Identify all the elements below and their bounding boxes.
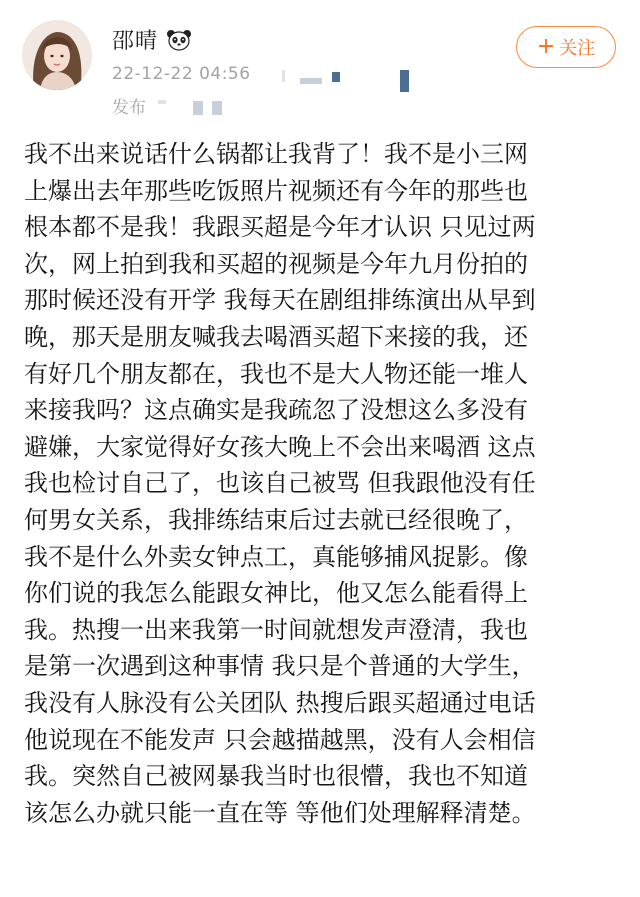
post-line: 我没有人脉没有公关团队 热搜后跟买超通过电话 [24,688,536,717]
redaction-mark [282,70,285,82]
post-body [24,136,624,831]
post-line: 晚，那天是朋友喊我去喝酒买超下来接的我，还 [24,322,528,351]
post-line: 我。热搜一出来我第一时间就想发声澄清，我也 [24,615,528,644]
post-line: 我不是什么外卖女钟点工，真能够捕风捉影。像 [24,542,528,571]
post-line: 你们说的我怎么能跟女神比，他又怎么能看得上 [24,579,528,608]
post-line: 次，网上拍到我和买超的视频是今年九月份拍的 [24,249,528,278]
avatar-photo-icon [22,20,92,90]
post-timestamp: 22-12-22 04:56 [112,64,251,84]
redaction-mark [332,72,340,82]
post-line: 他说现在不能发声 只会越描越黑，没有人会相信 [24,725,536,754]
post-line: 那时候还没有开学 我每天在剧组排练演出从早到 [24,286,536,315]
redaction-mark [400,70,409,92]
post-line: 该怎么办就只能一直在等 等他们处理解释清楚。 [24,798,536,827]
post-line: 有好几个朋友都在，我也不是大人物还能一堆人 [24,359,528,388]
redaction-mark [300,78,322,84]
author-name[interactable]: 邵晴 [112,29,159,54]
post-line: 我不出来说话什么锅都让我背了！我不是小三网 [24,140,528,168]
post-line: 根本都不是我！我跟买超是今年才认识 只见过两 [24,213,536,242]
follow-label: 关注 [559,38,596,59]
post-line: 我也检讨自己了，也该自己被骂 但我跟他没有任 [24,469,536,498]
source-prefix: 发布 [112,98,146,118]
post-source [112,93,146,118]
follow-button[interactable] [516,26,616,68]
post-header [0,0,640,130]
plus-icon: + [536,34,556,59]
post-line: 是第一次遇到这种事情 我只是个普通的大学生， [24,652,536,681]
redaction-mark [193,101,203,115]
post-line: 何男女关系，我排练结束后过去就已经很晚了， [24,505,528,534]
avatar[interactable] [22,20,92,90]
redaction-mark [158,100,166,104]
post-line: 来接我吗？这点确实是我疏忽了没想这么多没有 [24,396,528,425]
post-line: 我。突然自己被网暴我当时也很懵，我也不知道 [24,762,528,791]
author-row [112,24,192,55]
post-line: 避嫌，大家觉得好女孩大晚上不会出来喝酒 这点 [24,432,536,461]
panda-icon [166,29,192,51]
post-line: 上爆出去年那些吃饭照片视频还有今年的那些也 [24,176,528,205]
redaction-mark [212,101,222,115]
